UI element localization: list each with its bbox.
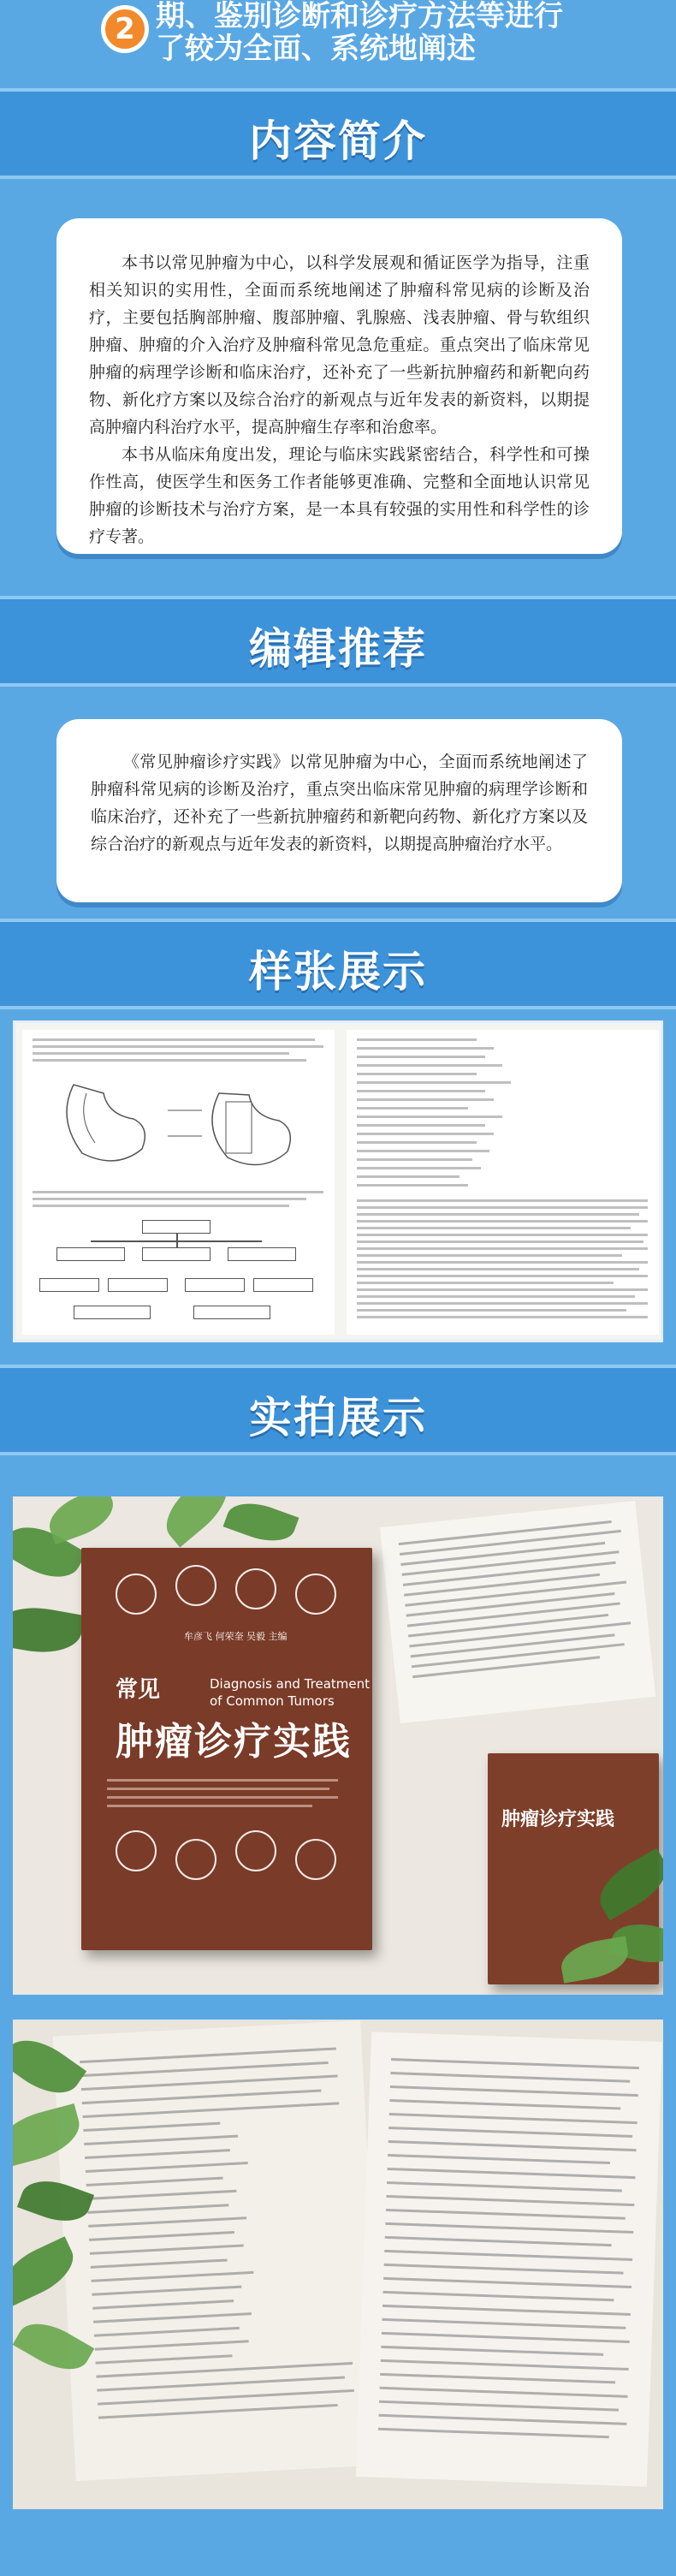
book-title-en-2: of Common Tumors (210, 1693, 335, 1709)
section-title-photos: 实拍展示 (249, 1393, 427, 1443)
book-title-main: 肿瘤诊疗实践 (116, 1720, 352, 1764)
section-title-samples: 样张展示 (249, 947, 427, 996)
book-icon-3 (235, 1568, 276, 1609)
section-bar-intro (0, 88, 676, 179)
book-back-copy: 肿瘤诊疗实践 (488, 1753, 659, 1984)
intro-card (56, 218, 622, 554)
book-photo-open (13, 2020, 663, 2509)
section-title-recommend: 编辑推荐 (249, 624, 427, 674)
open-book-page (380, 1501, 655, 1723)
open-page-left (53, 2020, 384, 2481)
sample-page-left (22, 1030, 335, 1335)
recommend-paragraph: 《常见肿瘤诊疗实践》以常见肿瘤为中心，全面而系统地阐述了肿瘤科常见病的诊断及治疗，重点突出临床常见肿瘤的病理学诊断和临床治疗，还补充了一些新抗肿瘤药和新靶向药物、新化疗方案以及综合治疗的新观点与近年发表的新资料，以期提高肿瘤治疗水平。 (91, 753, 588, 854)
book-icon-5 (116, 1830, 157, 1871)
book-icon-7 (235, 1830, 276, 1871)
feature-text (156, 0, 601, 65)
book-icon-2 (175, 1565, 216, 1606)
book-authors: 牟彦飞 何荣奎 吴毅 主编 (184, 1631, 288, 1642)
book-photo-cover (13, 1496, 663, 1995)
open-page-right (356, 2032, 662, 2487)
feature-header (0, 0, 676, 75)
book-icon-6 (175, 1839, 216, 1880)
book-cover (81, 1548, 372, 1950)
feature-number-badge: 2 (101, 5, 149, 53)
book-icon-1 (116, 1574, 157, 1615)
recommend-card (56, 719, 622, 902)
section-bar-samples (0, 919, 676, 1009)
sample-page-right (347, 1030, 659, 1335)
page-bottom-strip (0, 2517, 676, 2576)
book-icon-8 (295, 1839, 336, 1880)
feature-text-line1: 期、鉴别诊断和诊疗方法等进行 (156, 0, 563, 33)
intro-paragraph-2: 本书从临床角度出发，理论与临床实践紧密结合，科学性和可操作性高，使医学生和医务工作者能够更准确、完整和全面地认识常见肿瘤的诊断技术与治疗方案，是一本具有较强的实用性和科学性的诊疗专著。 (89, 445, 590, 546)
section-bar-photos (0, 1365, 676, 1455)
book-icon-4 (295, 1574, 336, 1615)
feature-text-line2: 了较为全面、系统地阐述 (156, 32, 476, 66)
intro-paragraph-1: 本书以常见肿瘤为中心，以科学发展观和循证医学为指导，注重相关知识的实用性，全面而系统地阐述了肿瘤科常见病的诊断及治疗，主要包括胸部肿瘤、腹部肿瘤、乳腺癌、浅表肿瘤、骨与软组织肿瘤、肿瘤的介入治疗及肿瘤科常见急危重症。重点突出了临床常见肿瘤的病理学诊断和临床治疗，还补充了一些新抗肿瘤药和新靶向药物、新化疗方案以及综合治疗的新观点与近年发表的新资料，以期提高肿瘤内科治疗水平，提高肿瘤生存率和治愈率。 (89, 253, 590, 437)
sample-pages-image (13, 1020, 663, 1342)
stomach-diagram (39, 1068, 322, 1179)
section-bar-recommend (0, 596, 676, 687)
book-title-en-1: Diagnosis and Treatment (210, 1676, 370, 1692)
section-title-intro: 内容简介 (249, 116, 427, 166)
book-title-small: 常见 (116, 1677, 161, 1703)
